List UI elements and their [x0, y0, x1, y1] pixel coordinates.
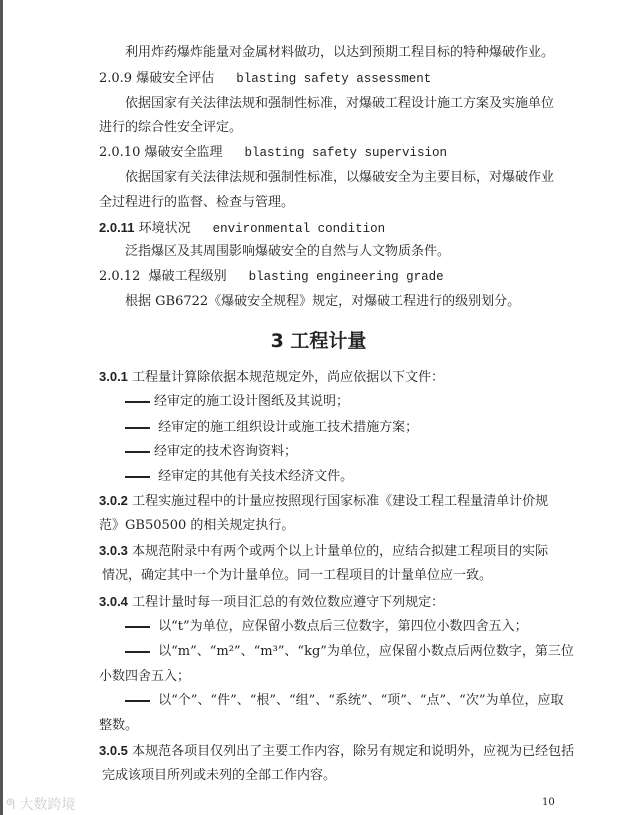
term-2-0-9 — [99, 71, 431, 87]
dash-icon — [125, 401, 150, 403]
watermark-logo — [6, 794, 76, 814]
clause-text: 工程计量时每一项目汇总的有效位数应遵守下列规定： — [132, 595, 445, 610]
clause-number: 2.0.11 — [99, 220, 135, 235]
list-item-text: 以“个”、“件”、“根”、“组”、“系统”、“项”、“点”、“次”为单位，应取 — [158, 693, 564, 708]
term-cn: 爆破安全监理 — [144, 145, 223, 160]
clause-text: 工程量计算除依据本规范规定外，尚应依据以下文件： — [132, 370, 445, 385]
list-item — [125, 394, 349, 410]
list-item-text: 经审定的施工设计图纸及其说明； — [154, 394, 350, 409]
term-2-0-12 — [99, 269, 444, 285]
clause-number: 2.0.12 — [99, 269, 141, 284]
list-item — [125, 444, 297, 460]
clause-3-0-2 — [99, 493, 548, 510]
clause-number: 3.0.5 — [99, 743, 128, 758]
dash-icon — [125, 651, 150, 653]
list-item — [125, 420, 418, 436]
paragraph-line: 进行的综合性安全评定。 — [99, 120, 243, 135]
clause-number: 2.0.9 — [99, 71, 133, 86]
term-en: blasting safety assessment — [236, 72, 432, 86]
list-item — [125, 693, 563, 709]
dash-icon — [125, 626, 150, 628]
paragraph-line: 利用炸药爆炸能量对金属材料做功，以达到预期工程目标的特种爆破作业。 — [125, 45, 555, 60]
list-item — [125, 644, 574, 660]
list-item-text: 经审定的施工组织设计或施工技术措施方案； — [158, 420, 419, 435]
dash-icon — [125, 427, 150, 429]
clause-text: 工程实施过程中的计量应按照现行国家标准《建设工程工程量清单计价规 — [132, 494, 549, 509]
dash-icon — [125, 451, 150, 453]
paragraph-line: 全过程进行的监督、检查与管理。 — [99, 195, 295, 210]
list-item — [125, 619, 528, 635]
term-en: blasting engineering grade — [248, 270, 444, 284]
term-en: blasting safety supervision — [244, 146, 448, 160]
paragraph-line: 范》GB50500 的相关规定执行。 — [99, 518, 295, 533]
paragraph-line: 整数。 — [99, 718, 139, 733]
clause-number: 3.0.1 — [99, 369, 128, 384]
term-en: environmental condition — [212, 222, 386, 236]
clause-text: 本规范各项目仅列出了主要工作内容，除另有规定和说明外，应视为已经包括 — [132, 744, 575, 759]
clause-3-0-5 — [99, 743, 574, 760]
page-number: 10 — [542, 797, 555, 808]
term-2-0-11 — [99, 220, 385, 237]
list-item-text: 经审定的其他有关技术经济文件。 — [158, 469, 354, 484]
clause-3-0-3 — [99, 543, 548, 560]
dash-icon — [125, 700, 150, 702]
dash-icon — [125, 476, 150, 478]
watermark-text: 大数跨境 — [19, 797, 76, 813]
list-item-text: 经审定的技术咨询资料； — [154, 444, 298, 459]
term-cn: 爆破安全评估 — [136, 71, 215, 86]
clause-number: 3.0.4 — [99, 594, 128, 609]
term-cn: 环境状况 — [138, 221, 191, 236]
clause-number: 3.0.3 — [99, 543, 128, 558]
list-item — [125, 469, 353, 485]
paragraph-line: 依据国家有关法律法规和强制性标准，以爆破安全为主要目标，对爆破作业 — [125, 170, 555, 185]
list-item-text: 以“t”为单位，应保留小数点后三位数字，第四位小数四舍五入； — [158, 619, 528, 634]
chapter-title: 3 工程计量 — [270, 330, 367, 352]
clause-number: 2.0.10 — [99, 145, 141, 160]
paragraph-line: 依据国家有关法律法规和强制性标准，对爆破工程设计施工方案及实施单位 — [125, 96, 555, 111]
paragraph-line: 完成该项目所列或未列的全部工作内容。 — [102, 768, 337, 783]
list-item-text: 以“m”、“m²”、“m³”、“kg”为单位，应保留小数点后两位数字，第三位 — [158, 644, 574, 659]
term-cn: 爆破工程级别 — [148, 269, 227, 284]
term-2-0-10 — [99, 145, 447, 161]
watermark-icon: ᖗ — [6, 797, 16, 813]
paragraph-line: 泛指爆区及其周围影响爆破安全的自然与人文物质条件。 — [125, 244, 451, 259]
paragraph-line: 情况，确定其中一个为计量单位。同一工程项目的计量单位应一致。 — [102, 568, 493, 583]
clause-3-0-4 — [99, 594, 444, 611]
paragraph-line: 根据 GB6722《爆破安全规程》规定，对爆破工程进行的级别划分。 — [125, 294, 521, 309]
paragraph-line: 小数四舍五入； — [99, 669, 191, 684]
clause-3-0-1 — [99, 369, 444, 386]
left-border — [0, 0, 3, 815]
clause-number: 3.0.2 — [99, 493, 128, 508]
clause-text: 本规范附录中有两个或两个以上计量单位的，应结合拟建工程项目的实际 — [132, 544, 549, 559]
